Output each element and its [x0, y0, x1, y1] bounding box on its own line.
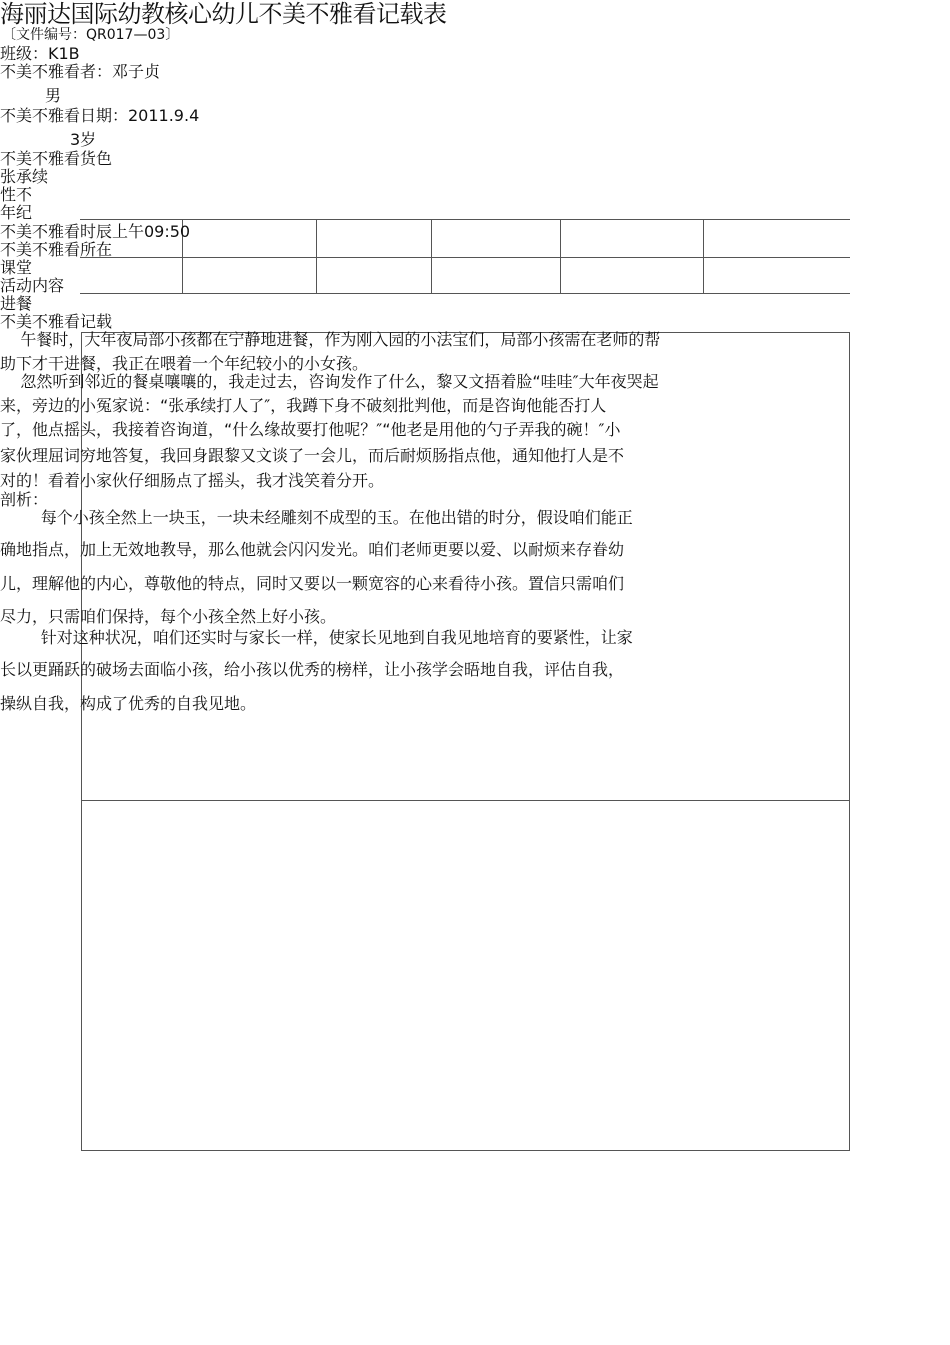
age-value: 3岁	[70, 130, 97, 149]
location-label: 不美不雅看所在	[0, 240, 113, 259]
analysis-line: 长以更踊跃的破场去面临小孩，给小孩以优秀的榜样，让小孩学会晤地自我，评估自我，	[0, 660, 625, 679]
table-column-divider	[703, 219, 704, 293]
record-line: 助下才干进餐，我正在喂着一个年纪较小的小女孩。	[0, 354, 369, 373]
record-line: 忽然听到邻近的餐桌嚷嚷的，我走过去，咨询发作了什么，黎又文捂着脸“哇哇″大年夜哭起	[0, 372, 659, 391]
observer-line: 不美不雅看者：邓子贞	[0, 62, 161, 81]
record-line: 午餐时，大年夜局部小孩都在宁静地进餐，作为刚入园的小法宝们，局部小孩需在老师的帮	[0, 330, 661, 349]
child-name: 张承续	[0, 167, 49, 186]
record-line: 对的！看着小家伙仔细肠点了摇头，我才浅笑着分开。	[0, 471, 385, 490]
table-row-divider	[80, 293, 850, 294]
analysis-line: 尽力，只需咱们保持，每个小孩全然上好小孩。	[0, 607, 337, 626]
date-line: 不美不雅看日期：2011.9.4	[0, 106, 200, 125]
record-line: 来，旁边的小冤家说：“张承续打人了″，我蹲下身不破刻批判他，而是咨询他能否打人	[0, 396, 607, 415]
record-line: 了，他点摇头，我接着咨询道，“什么缘故要打他呢？″“他老是用他的勺子弄我的碗！″小	[0, 420, 621, 439]
gender-label: 性不	[0, 185, 33, 204]
class-line: 班级：K1B	[0, 44, 80, 63]
table-column-divider	[316, 219, 317, 293]
record-label: 不美不雅看记载	[0, 312, 113, 331]
activity-value: 进餐	[0, 294, 33, 313]
table-row-divider	[80, 257, 850, 258]
classroom-label: 课堂	[0, 258, 33, 277]
record-line: 家伙理屈词穷地答复，我回身跟黎又文谈了一会儿，而后耐烦肠指点他，通知他打人是不	[0, 446, 625, 465]
document-code: 〔文件编号：QR017—03〕	[2, 27, 180, 43]
table-column-divider	[560, 219, 561, 293]
table-column-divider	[431, 219, 432, 293]
table-top-border	[80, 219, 850, 220]
analysis-line: 儿，理解他的内心，尊敬他的特点，同时又要以一颗宽容的心来看待小孩。置信只需咱们	[0, 574, 625, 593]
subject-label: 不美不雅看货色	[0, 149, 113, 168]
analysis-line: 针对这种状况，咱们还实时与家长一样，使家长见地到自我见地培育的要紧性，让家	[0, 628, 633, 647]
page-title: 海丽达国际幼教核心幼儿不美不雅看记载表	[0, 0, 447, 28]
gender-value: 男	[45, 86, 62, 105]
time-label: 不美不雅看时辰上午09:50	[0, 222, 191, 241]
analysis-box	[81, 800, 850, 1151]
analysis-line: 每个小孩全然上一块玉，一块未经雕刻不成型的玉。在他出错的时分，假设咱们能正	[0, 508, 633, 527]
analysis-line: 操纵自我，构成了优秀的自我见地。	[0, 694, 257, 713]
activity-label: 活动内容	[0, 276, 65, 295]
age-label: 年纪	[0, 203, 33, 222]
analysis-line: 确地指点，加上无效地教导，那么他就会闪闪发光。咱们老师更要以爱、以耐烦来存眷幼	[0, 540, 625, 559]
analysis-label: 剖析：	[0, 490, 49, 509]
